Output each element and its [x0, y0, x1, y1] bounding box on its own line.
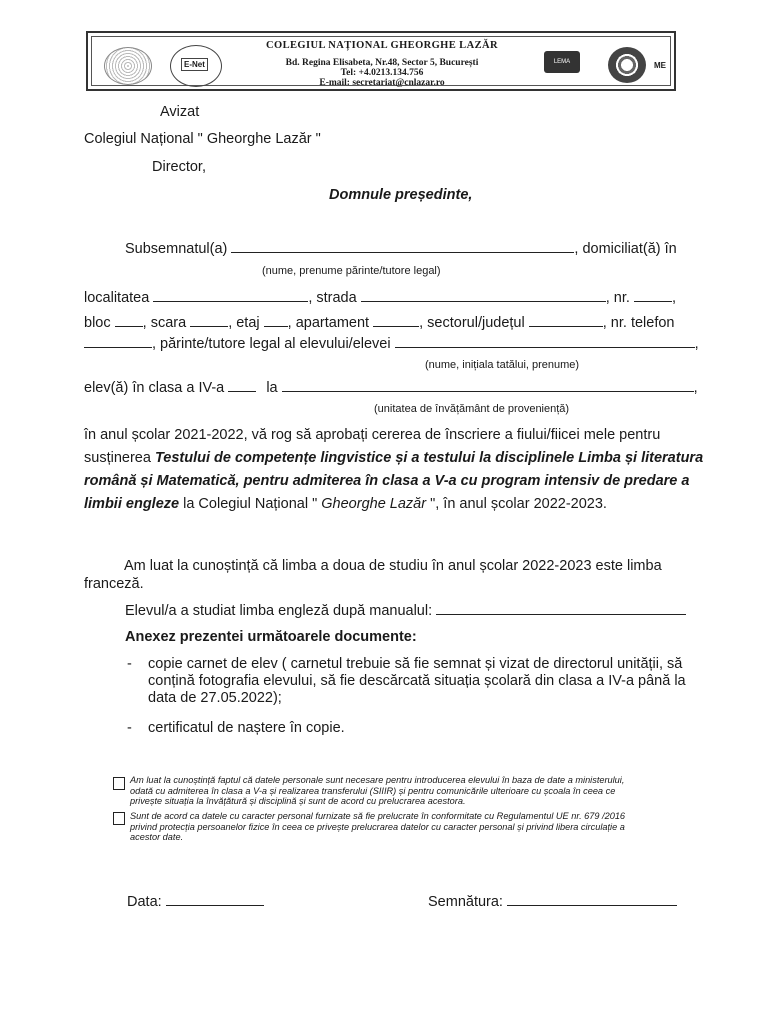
request-line-1: în anul școlar 2021-2022, vă rog să aprobați cererea de înscriere a fiului/fiicei mele pentru [84, 427, 661, 443]
school-phone: Tel: +4.0213.134.756 [340, 68, 424, 78]
apartament-label: , apartament [287, 315, 370, 331]
avizat-school: Colegiul Național " Gheorghe Lazăr " [84, 131, 321, 147]
school-seal-icon [104, 47, 152, 85]
consent-text-data: Am luat la cunoștință faptul că datele personale sunt necesare pentru introducerea elevului în baza de date a ministerului, odată cu admiterea în clasa a V-a și realizarea transferului (SIIIR) și pentru comunicările ulterioare cu școala în ceea ce privește situația la învățătură și disciplină și sunt de acord cu prelucrarea acestora. [130, 775, 625, 806]
localitatea-field[interactable] [153, 289, 308, 302]
crest-logo-icon [608, 47, 646, 83]
bloc-label: bloc [84, 315, 111, 331]
form-line-class [84, 379, 698, 396]
annex-item-line: conțină fotografia elevului, să fie descărcată situația școlară din clasa a IV-a până la [148, 673, 686, 689]
sectorul-field[interactable] [529, 314, 603, 327]
manual-label: Elevul/a a studiat limba engleză după manualul: [125, 603, 433, 619]
comma: , [693, 380, 698, 396]
me-logo: ME [654, 61, 666, 70]
school-name: COLEGIUL NAȚIONAL GHEORGHE LAZĂR [266, 40, 498, 51]
form-line-building [84, 314, 674, 331]
request-line-4: limbii engleze la Colegiul Național " Gheorghe Lazăr ", în anul școlar 2022-2023. [84, 496, 607, 512]
comma: , [694, 336, 699, 352]
salutation: Domnule președinte, [329, 187, 473, 203]
annex-item: certificatul de naștere în copie. [148, 720, 345, 736]
annex-heading: Anexez prezentei următoarele documente: [125, 629, 417, 645]
date-field[interactable] [166, 893, 264, 906]
form-line-name [125, 240, 677, 257]
date-line [127, 893, 264, 910]
avizat-label: Avizat [160, 104, 200, 120]
hint-student-name: (nume, inițiala tatălui, prenume) [425, 359, 580, 371]
bloc-field[interactable] [115, 314, 143, 327]
date-label: Data: [127, 894, 162, 910]
localitatea-label: localitatea [84, 290, 150, 306]
school-address-block [242, 58, 522, 88]
lema-logo-icon: LEMA [544, 51, 580, 73]
student-name-field[interactable] [395, 335, 695, 348]
scara-field[interactable] [190, 314, 228, 327]
subsemnatul-label: Subsemnatul(a) [125, 241, 228, 257]
school-origin-field[interactable] [282, 379, 694, 392]
form-line-address [84, 289, 676, 306]
comma: , [671, 290, 676, 306]
annex-item-line: data de 27.05.2022); [148, 690, 282, 706]
request-line-2: susținerea Testului de competențe lingvistice și a testului la disciplinele Limba și literatura [84, 450, 704, 466]
nr-field[interactable] [634, 289, 672, 302]
telefon-field[interactable] [84, 335, 152, 348]
etaj-label: , etaj [228, 315, 260, 331]
request-paragraph [84, 424, 724, 516]
avizat-director: Director, [152, 159, 206, 175]
elev-clasa-label: elev(ă) în clasa a IV-a [84, 380, 225, 396]
parinte-label: , părinte/tutore legal al elevului/elevei [152, 336, 391, 352]
letterhead [86, 31, 676, 91]
signature-line [428, 893, 677, 910]
manual-field[interactable] [436, 602, 686, 615]
strada-label: , strada [308, 290, 357, 306]
letterhead-frame [91, 36, 671, 86]
telefon-label: , nr. telefon [602, 315, 675, 331]
parent-name-field[interactable] [231, 240, 574, 253]
sectorul-label: , sectorul/județul [419, 315, 525, 331]
nr-label: , nr. [605, 290, 630, 306]
annex-item [148, 656, 728, 707]
hint-school-origin: (unitatea de învățământ de proveniență) [374, 403, 570, 415]
signature-field[interactable] [507, 893, 677, 906]
consent-text-gdpr: Sunt de acord ca datele cu caracter personal furnizate să fie prelucrate în conformitate cu Regulamentul UE nr. 679 /2016 privind protecția persoanelor fizice în ceea ce privește prelucrarea datelor cu caracter personal și privind libera circulație a acestor date. [130, 811, 626, 842]
language-line-1: Am luat la cunoștință că limba a doua de studiu în anul școlar 2022-2023 este limba [124, 558, 662, 574]
enet-logo-icon: E-Net [170, 45, 222, 87]
consent-checkbox-gdpr[interactable] [113, 812, 125, 825]
school-email: E-mail: secretariat@cnlazar.ro [319, 78, 445, 88]
school-address: Bd. Regina Elisabeta, Nr.48, Sector 5, București [285, 58, 479, 68]
annex-item-dash: - [127, 656, 132, 672]
etaj-field[interactable] [264, 314, 288, 327]
signature-label: Semnătura: [428, 894, 503, 910]
language-paragraph [84, 557, 724, 593]
la-label: la [266, 380, 278, 396]
language-line-2: franceză. [84, 576, 144, 592]
domiciliat-label: , domiciliat(ă) în [574, 241, 677, 257]
apartament-field[interactable] [373, 314, 419, 327]
annex-item-line: copie carnet de elev ( carnetul trebuie să fie semnat și vizat de directorul unității, să [148, 656, 683, 672]
strada-field[interactable] [361, 289, 606, 302]
class-field[interactable] [228, 379, 256, 392]
form-line-phone [84, 335, 699, 352]
consent-checkbox-data[interactable] [113, 777, 125, 790]
scara-label: , scara [142, 315, 187, 331]
annex-item-dash: - [127, 720, 132, 736]
request-line-3: română și Matematică, pentru admiterea în clasa a V-a cu program intensiv de predare a [84, 473, 690, 489]
hint-parent-name: (nume, prenume părinte/tutore legal) [262, 265, 441, 277]
manual-line [125, 602, 686, 619]
